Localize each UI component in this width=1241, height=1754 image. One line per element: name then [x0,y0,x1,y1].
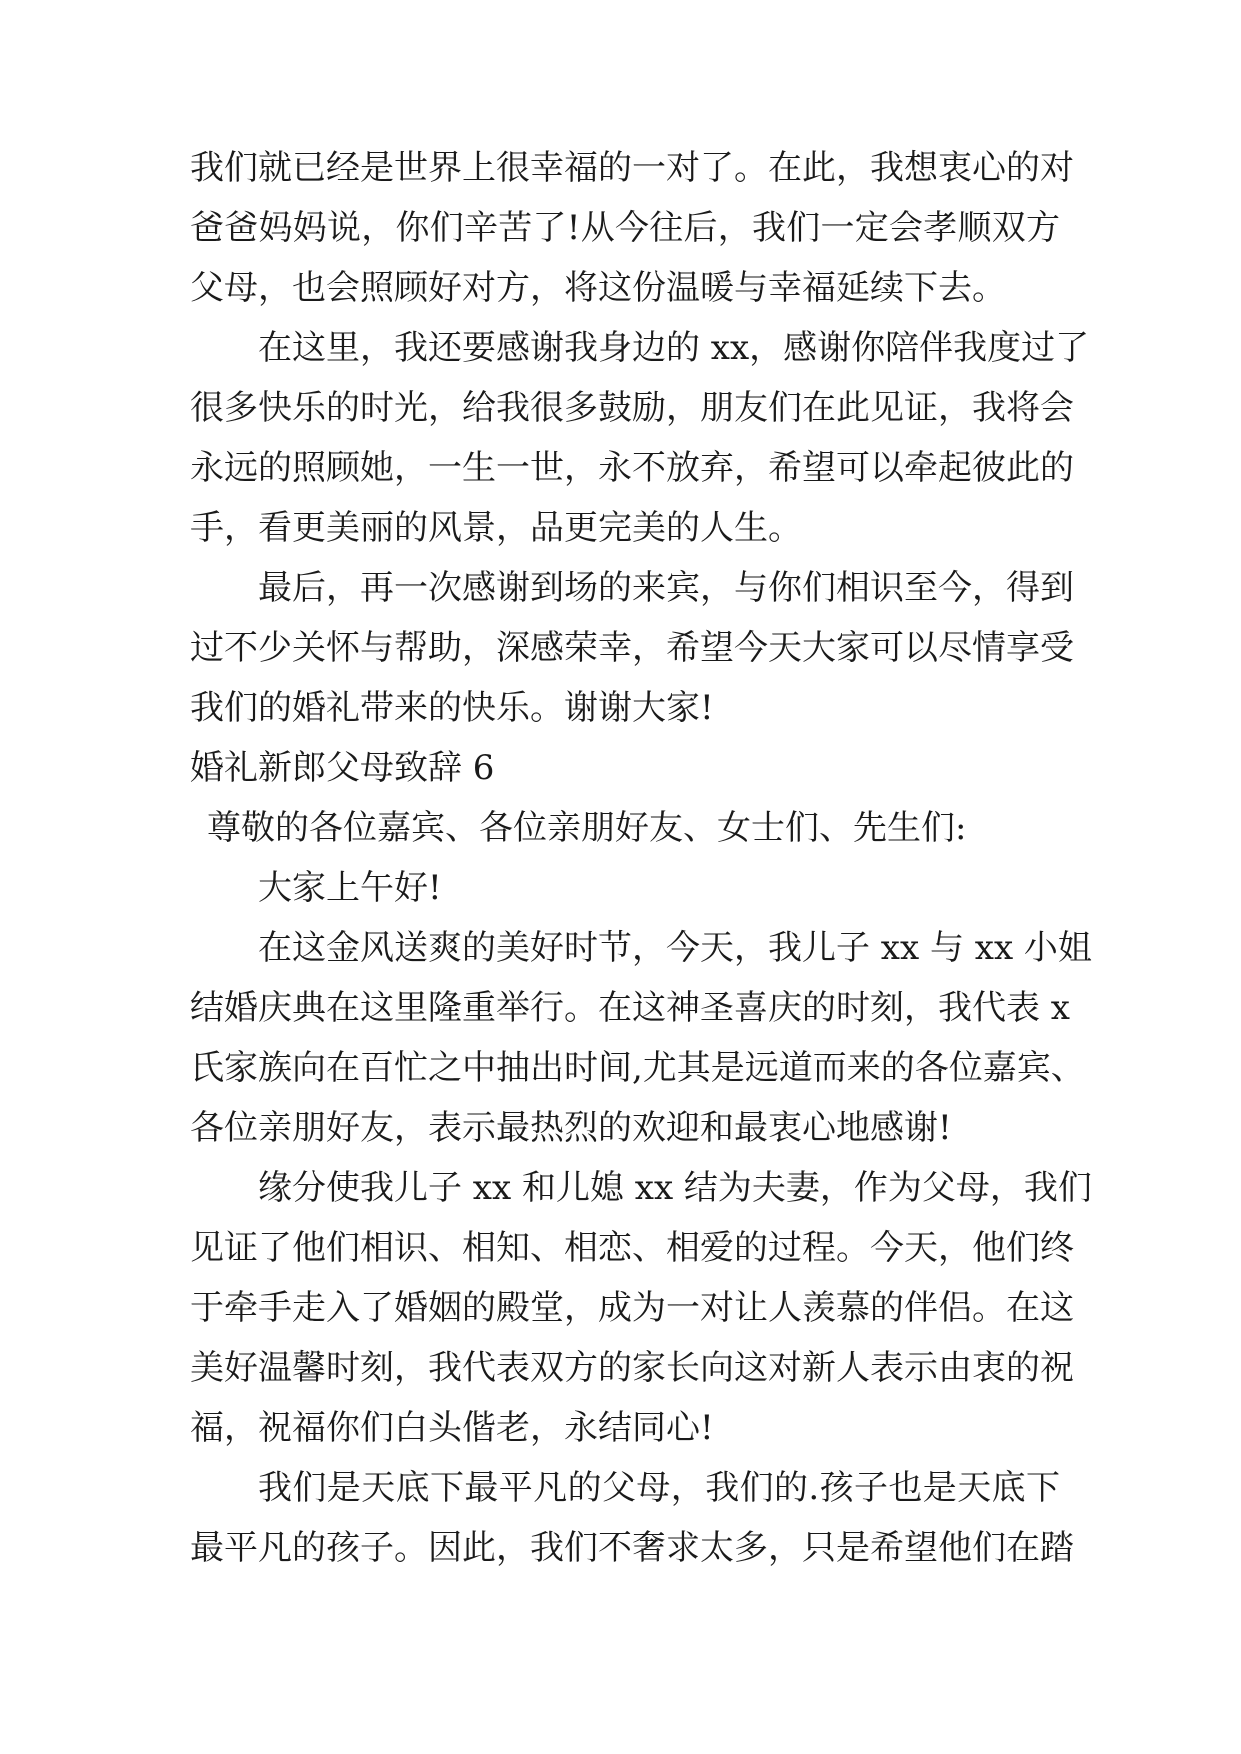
paragraph-line: 我们的婚礼带来的快乐。谢谢大家! [190,688,714,728]
paragraph-line: 父母，也会照顾好对方，将这份温暖与幸福延续下去。 [190,268,1006,308]
paragraph-line: 爸爸妈妈说，你们辛苦了!从今往后，我们一定会孝顺双方 [190,208,1060,248]
paragraph-line: 我们就已经是世界上很幸福的一对了。在此，我想衷心的对 [190,148,1074,188]
paragraph-line: 缘分使我儿子 xx 和儿媳 xx 结为夫妻，作为父母，我们 [258,1168,1092,1208]
paragraph-line: 见证了他们相识、相知、相恋、相爱的过程。今天，他们终 [190,1228,1074,1268]
paragraph-line: 在这金风送爽的美好时节，今天，我儿子 xx 与 xx 小姐 [258,928,1092,968]
paragraph-line: 手，看更美丽的风景，品更完美的人生。 [190,508,802,548]
paragraph-line: 过不少关怀与帮助，深感荣幸，希望今天大家可以尽情享受 [190,628,1074,668]
greeting: 大家上午好! [258,868,442,908]
paragraph-line: 氏家族向在百忙之中抽出时间,尤其是远道而来的各位嘉宾、 [190,1048,1085,1088]
paragraph-line: 永远的照顾她，一生一世，永不放弃，希望可以牵起彼此的 [190,448,1074,488]
paragraph-line: 我们是天底下最平凡的父母，我们的.孩子也是天底下 [258,1468,1060,1508]
paragraph-line: 很多快乐的时光，给我很多鼓励，朋友们在此见证，我将会 [190,388,1074,428]
paragraph-line: 最后，再一次感谢到场的来宾，与你们相识至今，得到 [258,568,1074,608]
paragraph-line: 最平凡的孩子。因此，我们不奢求太多，只是希望他们在踏 [190,1528,1074,1568]
paragraph-line: 各位亲朋好友，表示最热烈的欢迎和最衷心地感谢! [190,1108,952,1148]
paragraph-line: 在这里，我还要感谢我身边的 xx，感谢你陪伴我度过了 [258,328,1090,368]
paragraph-line: 于牵手走入了婚姻的殿堂，成为一对让人羡慕的伴侣。在这 [190,1288,1074,1328]
paragraph-line: 结婚庆典在这里隆重举行。在这神圣喜庆的时刻，我代表 x [190,988,1070,1028]
section-heading: 婚礼新郎父母致辞 6 [190,748,495,788]
paragraph-line: 美好温馨时刻，我代表双方的家长向这对新人表示由衷的祝 [190,1348,1074,1388]
salutation: 尊敬的各位嘉宾、各位亲朋好友、女士们、先生们: [207,808,967,848]
paragraph-line: 福，祝福你们白头偕老，永结同心! [190,1408,714,1448]
